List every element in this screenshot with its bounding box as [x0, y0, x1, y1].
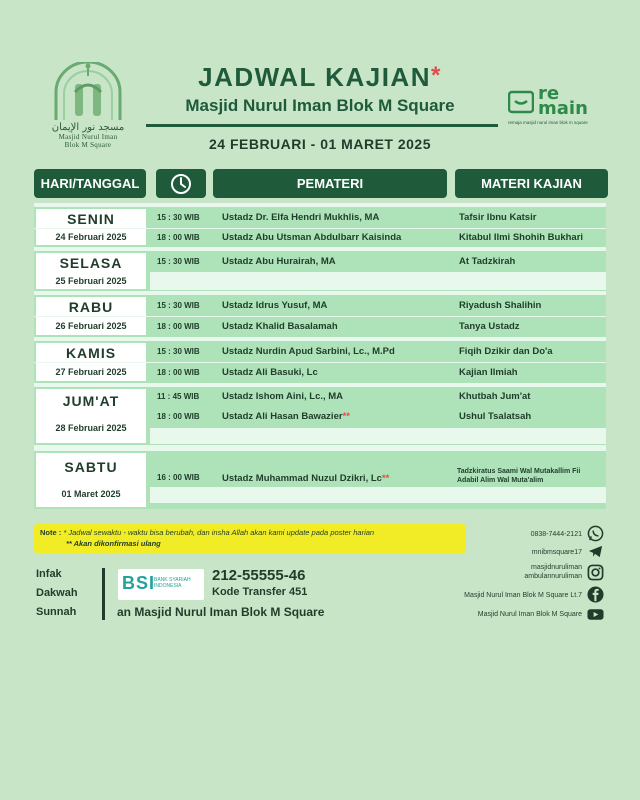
row-divider — [34, 316, 606, 317]
instagram-handle-1: masjidnuruliman — [531, 564, 582, 571]
session-topic: Kajian Ilmiah — [459, 367, 518, 378]
session-speaker: Ustadz Abu Hurairah, MA — [222, 256, 336, 267]
whatsapp-icon — [587, 525, 604, 542]
day-date-box — [36, 413, 146, 443]
instagram-icon — [587, 564, 604, 581]
session-speaker: Ustadz Ali Basuki, Lc — [222, 367, 318, 378]
day-name-box — [36, 209, 146, 228]
day-name: JUM'AT — [62, 393, 120, 409]
infaq-divider — [102, 568, 105, 620]
day-name-box — [36, 297, 146, 317]
account-name: an Masjid Nurul Iman Blok M Square — [117, 605, 325, 619]
bsi-fullname: BANK SYARIAH INDONESIA — [154, 577, 191, 589]
day-name-box — [36, 389, 146, 413]
session-time: 18 : 00 WIB — [157, 322, 200, 331]
session-topic: Tanya Ustadz — [459, 321, 520, 332]
page-title — [150, 62, 490, 93]
confirmation-mark: ** — [381, 473, 390, 484]
day-name: SENIN — [67, 210, 115, 227]
day-name-box — [36, 253, 146, 272]
bsi-logo — [118, 569, 204, 600]
session-speaker — [222, 473, 389, 484]
date-range: 24 FEBRUARI - 01 MARET 2025 — [208, 136, 431, 152]
session-speaker: Ustadz Khalid Basalamah — [222, 321, 338, 332]
whatsapp-contact: 0838-7444-2121 — [530, 531, 582, 538]
empty-slot — [150, 487, 606, 503]
instagram-contact — [524, 563, 582, 581]
account-number: 212-55555-46 — [212, 567, 306, 584]
empty-slot — [150, 428, 606, 444]
session-topic — [457, 467, 580, 485]
speaker-name: Ustadz Ali Hasan Bawazier — [222, 411, 343, 422]
day-date: 27 Februari 2025 — [55, 367, 127, 377]
mosque-logo-arabic: مسجد نور الإيمان — [51, 122, 125, 133]
subtitle-divider — [146, 124, 498, 127]
remain-logo — [508, 83, 608, 126]
session-speaker: Ustadz Idrus Yusuf, MA — [222, 300, 328, 311]
session-topic-line1: Tadzkiratus Saami Wal Mutakallim Fii — [457, 468, 581, 475]
page-title-text: JADWAL KAJIAN — [198, 62, 431, 92]
telegram-contact: mnibmsquare17 — [531, 549, 582, 556]
day-date: 24 Februari 2025 — [55, 231, 127, 242]
remain-wordmark: re main — [538, 83, 588, 119]
session-speaker: Ustadz Nurdin Apud Sarbini, Lc., M.Pd — [222, 346, 395, 357]
youtube-icon — [587, 606, 604, 623]
day-date: 28 Februari 2025 — [55, 423, 127, 433]
day-date-box — [36, 363, 146, 381]
day-name-box — [36, 453, 146, 481]
session-time: 15 : 30 WIB — [157, 213, 200, 222]
clock-icon — [170, 173, 192, 195]
mosque-logo — [40, 62, 136, 152]
bsi-wordmark: BSI — [122, 573, 156, 593]
day-name: KAMIS — [65, 345, 117, 361]
infaq-line1: Infak — [36, 568, 62, 580]
session-speaker: Ustadz Abu Utsman Abdulbarr Kaisinda — [222, 232, 402, 243]
session-topic: Khutbah Jum'at — [459, 391, 531, 402]
session-topic: Kitabul Ilmi Shohih Bukhari — [459, 232, 584, 243]
session-speaker — [222, 411, 350, 422]
instagram-handle-2: ambulannuruliman — [524, 573, 582, 580]
note-label: Note : — [40, 528, 62, 537]
session-topic: Fiqih Dzikir dan Do'a — [459, 346, 553, 357]
day-date-box — [36, 317, 146, 335]
session-topic: Riyadush Shalihin — [459, 300, 542, 311]
mosque-logo-line1: Masjid Nurul Iman — [58, 133, 118, 141]
day-date: 01 Maret 2025 — [61, 489, 121, 499]
session-topic: Ushul Tsalatsah — [459, 411, 532, 422]
title-asterisk: * — [430, 62, 442, 89]
day-date-box — [36, 272, 146, 289]
session-time: 18 : 00 WIB — [157, 368, 200, 377]
session-time: 16 : 00 WIB — [157, 473, 200, 482]
column-header-day: HARI/TANGGAL — [34, 169, 146, 198]
note-line2: ** Akan dikonfirmasi ulang — [66, 539, 161, 548]
session-topic: Tafsir Ibnu Katsir — [459, 212, 537, 223]
session-time: 11 : 45 WIB — [157, 392, 200, 401]
day-name: SABTU — [64, 459, 118, 475]
session-time: 15 : 30 WIB — [157, 301, 200, 310]
day-date: 26 Februari 2025 — [55, 321, 127, 331]
session-topic-line2: Adabil Alim Wal Muta'alim — [457, 477, 544, 484]
column-header-time — [156, 169, 206, 198]
day-name: RABU — [68, 299, 114, 315]
day-date: 25 Februari 2025 — [55, 275, 127, 286]
facebook-contact: Masjid Nurul Iman Blok M Square Lt.7 — [464, 592, 582, 599]
column-header-speaker: PEMATERI — [213, 169, 447, 198]
transfer-code: Kode Transfer 451 — [212, 586, 308, 598]
session-topic: At Tadzkirah — [459, 256, 516, 267]
remain-tagline: remaja masjid nurul iman blok m square — [508, 120, 588, 125]
note-line1: * Jadwal sewaktu - waktu bisa berubah, dan insha Allah akan kami update pada poster harian — [63, 528, 375, 537]
book-icon — [508, 90, 534, 114]
page-subtitle: Masjid Nurul Iman Blok M Square — [185, 96, 455, 115]
confirmation-mark: ** — [342, 411, 350, 422]
column-header-topic: MATERI KAJIAN — [455, 169, 608, 198]
infaq-line3: Sunnah — [36, 606, 77, 618]
mosque-logo-line2: Blok M Square — [64, 141, 112, 149]
session-time: 15 : 30 WIB — [157, 257, 200, 266]
row-divider — [34, 362, 606, 363]
day-name: SELASA — [59, 254, 123, 271]
row-divider — [34, 228, 606, 229]
session-time: 15 : 30 WIB — [157, 347, 200, 356]
speaker-name: Ustadz Muhammad Nuzul Dzikri, Lc — [222, 473, 382, 484]
mosque-logo-mark — [50, 62, 126, 122]
day-date-box — [36, 481, 146, 507]
day-date-box — [36, 228, 146, 245]
note-box — [34, 524, 466, 553]
telegram-icon — [587, 543, 604, 560]
empty-slot — [150, 272, 606, 290]
session-time: 18 : 00 WIB — [157, 233, 200, 242]
session-speaker: Ustadz Dr. Elfa Hendri Mukhlis, MA — [222, 212, 380, 223]
session-time: 18 : 00 WIB — [157, 412, 200, 421]
infaq-line2: Dakwah — [36, 587, 78, 599]
session-speaker: Ustadz Ishom Aini, Lc., MA — [222, 391, 344, 402]
youtube-contact: Masjid Nurul Iman Blok M Square — [477, 611, 582, 618]
facebook-icon — [587, 586, 604, 603]
day-name-box — [36, 343, 146, 363]
